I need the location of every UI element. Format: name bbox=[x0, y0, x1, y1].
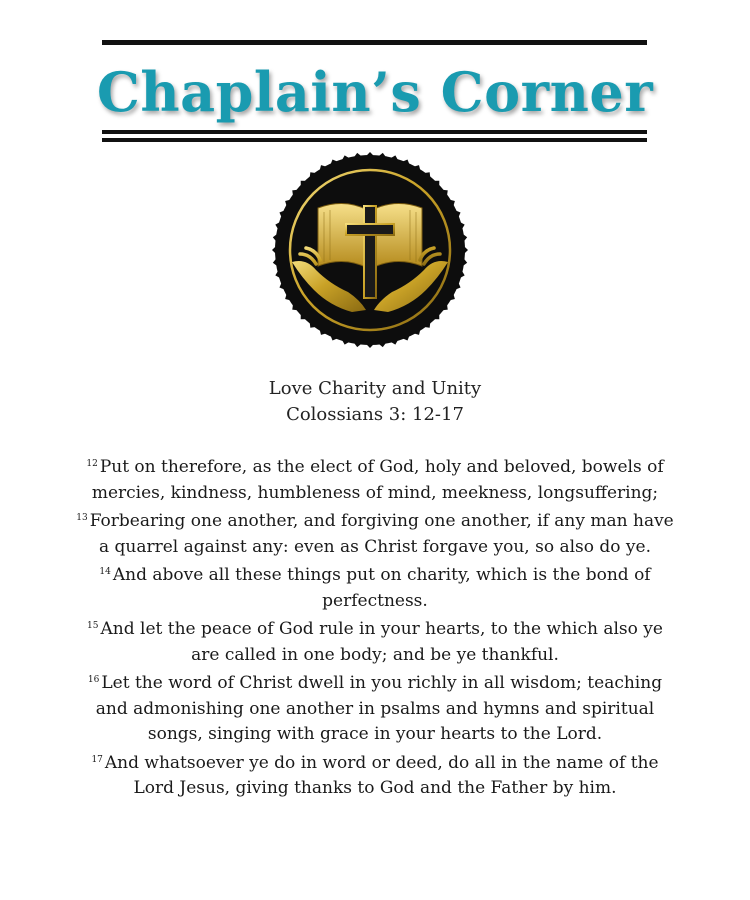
verse-text-line: are called in one body; and be ye thankful. bbox=[191, 644, 559, 665]
bottom-divider-lower bbox=[102, 138, 647, 142]
verse-text-line: and admonishing one another in psalms and hymns and spiritual bbox=[95, 698, 655, 719]
verse-number: 12 bbox=[86, 459, 98, 469]
verse-list bbox=[70, 452, 680, 802]
verse-text-line: And above all these things put on charity, which is the bond of bbox=[112, 565, 651, 585]
page-title: Chaplain’s Corner bbox=[96, 60, 654, 124]
verse-text-line: And let the peace of God rule in your hearts, to the which also ye bbox=[100, 619, 663, 639]
verse-text-line: Let the word of Christ dwell in you richly in all wisdom; teaching bbox=[101, 673, 663, 693]
verse-text-line: perfectness. bbox=[322, 590, 428, 611]
verse-number: 13 bbox=[76, 513, 88, 523]
verse-text-line: songs, singing with grace in your hearts to the Lord. bbox=[147, 724, 603, 744]
verse-13 bbox=[70, 506, 680, 560]
verse-15 bbox=[70, 614, 680, 668]
verse-number: 16 bbox=[87, 675, 100, 685]
verse-text-line: Put on therefore, as the elect of God, holy and beloved, bowels of bbox=[99, 457, 664, 477]
verse-text-line: a quarrel against any: even as Christ forgave you, so also do ye. bbox=[98, 536, 652, 557]
bible-cross-hands-seal-icon bbox=[270, 150, 470, 350]
verse-12 bbox=[70, 452, 680, 506]
verse-text-line: mercies, kindness, humbleness of mind, meekness, longsuffering; bbox=[91, 482, 659, 503]
scripture-reference: Colossians 3: 12-17 bbox=[286, 404, 464, 425]
top-divider bbox=[102, 40, 647, 45]
verse-text-line: Forbearing one another, and forgiving one another, if any man have bbox=[89, 511, 674, 531]
verse-16 bbox=[70, 668, 680, 748]
verse-number: 17 bbox=[91, 754, 103, 765]
verse-number: 14 bbox=[99, 567, 111, 577]
verse-14 bbox=[70, 560, 680, 614]
verse-number: 15 bbox=[87, 621, 99, 631]
verse-text-line: Lord Jesus, giving thanks to God and the Father by him. bbox=[133, 778, 617, 798]
bottom-divider-upper bbox=[102, 130, 647, 134]
verse-17 bbox=[70, 748, 680, 802]
section-title: Love Charity and Unity bbox=[268, 378, 482, 399]
verse-text-line: And whatsoever ye do in word or deed, do all in the name of the bbox=[104, 752, 659, 773]
